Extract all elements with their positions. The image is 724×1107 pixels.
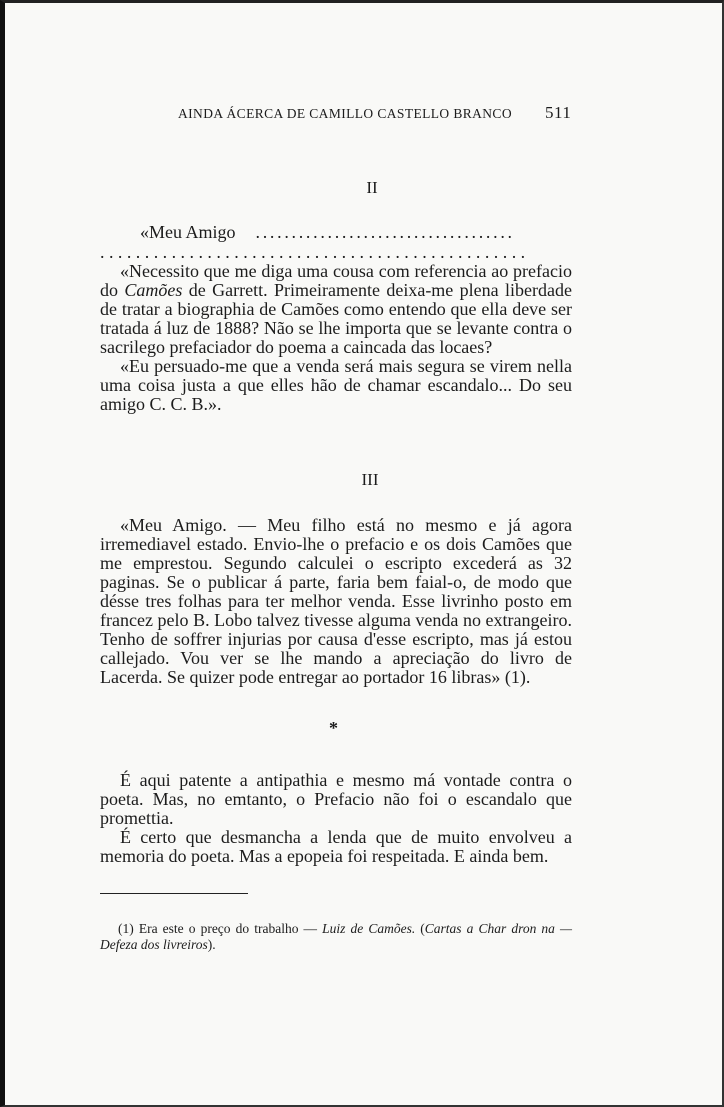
footnote: (1) Era este o preço do trabalho — Luiz de Camões. (Cartas a Char dron na — Defeza dos livreiros).: [100, 921, 573, 952]
footnote-marker: (1): [118, 921, 134, 936]
footnote-rule: [100, 893, 248, 894]
letter-ii: [100, 223, 572, 414]
section-heading-ii: II: [366, 178, 378, 197]
body-paragraph: É certo que desmancha a lenda que de muito envolveu a memoria do poeta. Mas a epopeia foi respeitada. E ainda bem.: [100, 827, 572, 866]
leader-dots: ................................................: [100, 243, 530, 262]
section-heading-iii: III: [361, 470, 379, 489]
closing-text: [100, 771, 572, 866]
body-paragraph: É aqui patente a antipathia e mesmo má vontade contra o poeta. Mas, no emtanto, o Prefacio não foi o escandalo que promettia.: [100, 770, 572, 828]
running-head: AINDA ÁCERCA DE CAMILLO CASTELLO BRANCO: [178, 106, 512, 121]
page-number: 511: [545, 103, 572, 122]
letter-salutation: «Meu Amigo ....................................: [140, 223, 515, 242]
letter-paragraph: «Necessito que me diga uma cousa com referencia ao prefacio do Camões de Garrett. Primeiramente deixa-me plena liberdade de tratar a biographia de Camões como entendo que ella deve ser tratada á luz de 1888? Não se lhe importa que se levante contra o sacrilego prefaciador do poema a caincada das locaes?: [100, 261, 573, 357]
letter-iii: [100, 516, 572, 687]
ellipsis-line: [100, 243, 572, 262]
letter-paragraph: «Meu Amigo. — Meu filho está no mesmo e já agora irremediavel estado. Envio-lhe o prefacio e os dois Camões que me emprestou. Segundo calculei o escripto excederá as 32 paginas. Se o publicar á parte, faria bem faial-o, de modo que désse tres folhas para ter melhor venda. Esse livrinho posto em francez pelo B. Lobo talvez tivesse alguma venda no extrangeiro. Tenho de soffrer injurias por causa d'esse escripto, mas já estou callejado. Vou ver se lhe mando a apreciação do livro de Lacerda. Se quizer pode entregar ao portador 16 libras» (1).: [100, 515, 572, 687]
leader-dots: ....................................: [255, 223, 515, 242]
section-separator: *: [329, 718, 338, 738]
letter-paragraph: «Eu persuado-me que a venda será mais segura se virem nella uma coisa justa a que elles hão de chamar escandalo... Do seu amigo C. C. B.».: [100, 356, 572, 414]
